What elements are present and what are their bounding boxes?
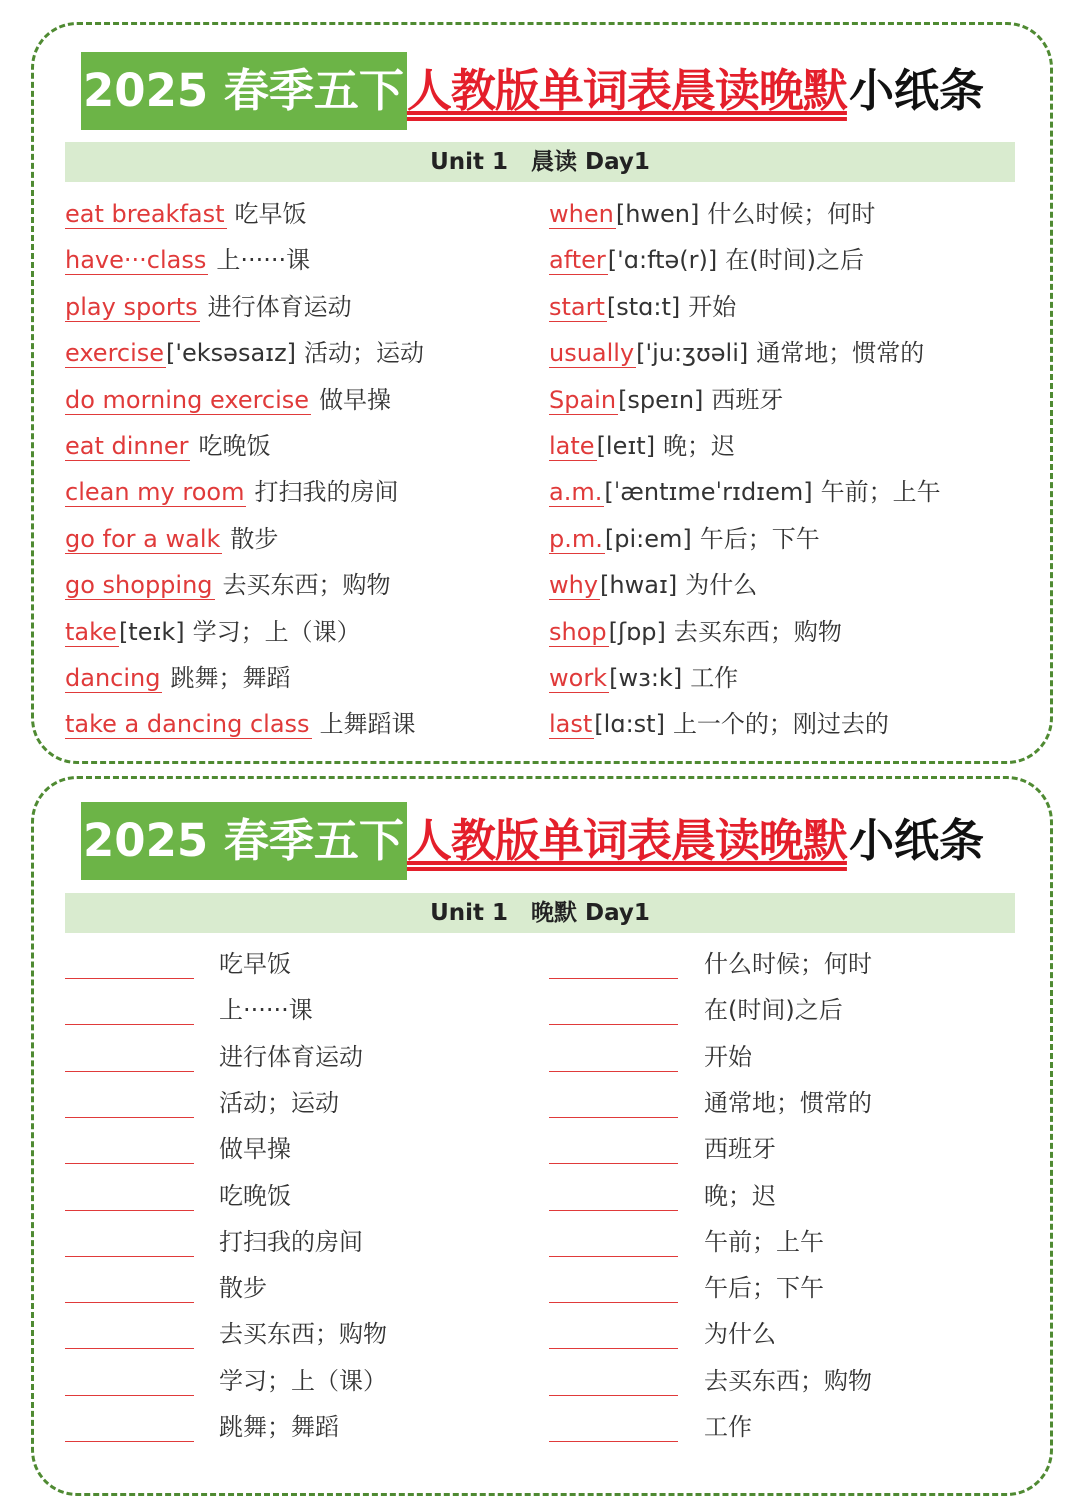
dictation-blank bbox=[65, 1302, 194, 1303]
vocab-row bbox=[549, 382, 783, 418]
dictation-blank bbox=[65, 1071, 194, 1072]
vocab-row bbox=[549, 196, 875, 232]
vocab-meaning: 学习；上（课） bbox=[192, 617, 361, 646]
vocab-phonetic: [teɪk] bbox=[118, 617, 185, 646]
vocab-phonetic: [stɑ:t] bbox=[606, 292, 681, 321]
vocab-meaning: 工作 bbox=[690, 664, 739, 692]
dictation-meaning: 什么时候；何时 bbox=[704, 950, 872, 978]
vocab-row bbox=[549, 614, 842, 650]
vocab-word: go for a walk bbox=[65, 524, 221, 553]
vocab-row bbox=[549, 706, 889, 742]
vocab-meaning: 午前；上午 bbox=[820, 478, 941, 507]
vocab-word: a.m. bbox=[549, 478, 603, 507]
morning-unit-header: Unit 1 晨读 Day1 bbox=[65, 142, 1015, 182]
vocab-meaning: 打扫我的房间 bbox=[254, 478, 399, 507]
dictation-blank bbox=[549, 1395, 678, 1396]
dictation-meaning: 活动；运动 bbox=[219, 1088, 339, 1117]
vocab-row bbox=[65, 335, 424, 371]
vocab-meaning: 做早操 bbox=[319, 385, 392, 414]
title-suffix: 小纸条 bbox=[848, 814, 984, 867]
evening-unit-header: Unit 1 晚默 Day1 bbox=[65, 893, 1015, 933]
dictation-meaning: 散步 bbox=[219, 1274, 267, 1303]
vocab-phonetic: [leɪt] bbox=[596, 432, 656, 460]
dictation-meaning: 工作 bbox=[704, 1413, 752, 1441]
dictation-blank bbox=[65, 978, 194, 979]
dictation-blank bbox=[549, 1441, 678, 1442]
dictation-blank bbox=[549, 1071, 678, 1072]
vocab-meaning: 在(时间)之后 bbox=[725, 246, 864, 275]
vocab-row bbox=[65, 706, 416, 742]
vocab-row bbox=[549, 567, 757, 603]
vocab-meaning: 去买东西；购物 bbox=[222, 571, 391, 600]
dictation-meaning: 为什么 bbox=[704, 1320, 776, 1349]
vocab-meaning: 西班牙 bbox=[711, 385, 784, 414]
vocab-phonetic: [hwaɪ] bbox=[600, 571, 678, 600]
vocab-word: Spain bbox=[549, 385, 617, 414]
dictation-blank bbox=[549, 1117, 678, 1118]
vocab-meaning: 活动；运动 bbox=[304, 339, 425, 368]
vocab-meaning: 为什么 bbox=[685, 571, 758, 600]
dictation-blank bbox=[65, 1256, 194, 1257]
vocab-phonetic: [wɜ:k] bbox=[609, 664, 683, 692]
vocab-meaning: 跳舞；舞蹈 bbox=[170, 664, 291, 692]
title-year-grade: 2025 春季五下 bbox=[81, 52, 407, 130]
vocab-row bbox=[65, 242, 310, 278]
vocab-phonetic: ['eksəsaɪz] bbox=[166, 339, 297, 368]
vocab-meaning: 去买东西；购物 bbox=[673, 617, 842, 646]
vocab-meaning: 上一个的；刚过去的 bbox=[672, 710, 889, 739]
vocab-row bbox=[65, 382, 391, 418]
vocab-phonetic: [lɑ:st] bbox=[594, 710, 665, 739]
vocab-phonetic: [ʃɒp] bbox=[608, 617, 666, 646]
vocab-word: go shopping bbox=[65, 571, 213, 600]
dictation-blank bbox=[549, 1210, 678, 1211]
dictation-blank bbox=[65, 1441, 194, 1442]
vocab-word: late bbox=[549, 432, 595, 460]
vocab-word: why bbox=[549, 571, 599, 600]
dictation-blank bbox=[549, 1256, 678, 1257]
dictation-blank bbox=[65, 1348, 194, 1349]
vocab-row bbox=[65, 196, 307, 232]
vocab-row bbox=[65, 567, 391, 603]
vocab-row bbox=[549, 428, 735, 464]
dictation-meaning: 去买东西；购物 bbox=[704, 1366, 872, 1395]
vocab-meaning: 散步 bbox=[230, 524, 279, 553]
dictation-meaning: 上······课 bbox=[219, 996, 313, 1025]
vocab-word: dancing bbox=[65, 664, 161, 692]
vocab-word: do morning exercise bbox=[65, 385, 310, 414]
dictation-blank bbox=[65, 1395, 194, 1396]
dictation-meaning: 吃早饭 bbox=[219, 950, 291, 978]
title-year-grade: 2025 春季五下 bbox=[81, 802, 407, 880]
vocab-word: take bbox=[65, 617, 117, 646]
dictation-blank bbox=[549, 1348, 678, 1349]
dictation-meaning: 开始 bbox=[704, 1042, 752, 1071]
vocab-word: start bbox=[549, 292, 605, 321]
vocab-meaning: 上舞蹈课 bbox=[319, 710, 416, 739]
vocab-row bbox=[65, 289, 352, 325]
dictation-meaning: 做早操 bbox=[219, 1135, 291, 1164]
vocab-word: last bbox=[549, 710, 593, 739]
dictation-blank bbox=[549, 978, 678, 979]
vocab-word: take a dancing class bbox=[65, 710, 310, 739]
vocab-row bbox=[65, 660, 290, 696]
evening-card bbox=[31, 776, 1053, 1496]
dictation-meaning: 吃晚饭 bbox=[219, 1181, 291, 1210]
vocab-row bbox=[549, 660, 738, 696]
vocab-word: shop bbox=[549, 617, 607, 646]
vocab-meaning: 午后；下午 bbox=[699, 524, 820, 553]
dictation-meaning: 午后；下午 bbox=[704, 1274, 824, 1303]
vocab-phonetic: ['ɑ:ftə(r)] bbox=[607, 246, 718, 275]
page-title bbox=[81, 52, 984, 130]
vocab-word: p.m. bbox=[549, 524, 603, 553]
dictation-meaning: 跳舞；舞蹈 bbox=[219, 1413, 339, 1441]
vocab-meaning: 晚；迟 bbox=[663, 432, 736, 460]
vocab-meaning: 什么时候；何时 bbox=[707, 200, 876, 228]
vocab-meaning: 通常地；惯常的 bbox=[756, 339, 925, 368]
vocab-meaning: 吃晚饭 bbox=[198, 432, 271, 460]
dictation-meaning: 进行体育运动 bbox=[219, 1042, 363, 1071]
dictation-meaning: 打扫我的房间 bbox=[219, 1227, 363, 1256]
vocab-phonetic: ['ju:ʒʊəli] bbox=[636, 339, 749, 368]
vocab-phonetic: [ˈæntɪmeˈrɪdɪem] bbox=[604, 478, 813, 507]
vocab-row bbox=[65, 521, 278, 557]
vocab-word: have···class bbox=[65, 246, 207, 275]
vocab-word: exercise bbox=[65, 339, 165, 368]
vocab-word: after bbox=[549, 246, 606, 275]
vocab-row bbox=[549, 335, 924, 371]
dictation-meaning: 在(时间)之后 bbox=[704, 996, 843, 1025]
dictation-meaning: 学习；上（课） bbox=[219, 1366, 387, 1395]
title-main: 人教版单词表晨读晚默 bbox=[406, 64, 847, 117]
dictation-meaning: 午前；上午 bbox=[704, 1227, 824, 1256]
title-main: 人教版单词表晨读晚默 bbox=[406, 814, 847, 867]
vocab-phonetic: [pi:em] bbox=[604, 524, 692, 553]
vocab-meaning: 开始 bbox=[688, 292, 737, 321]
dictation-blank bbox=[549, 1302, 678, 1303]
vocab-meaning: 吃早饭 bbox=[234, 200, 307, 228]
dictation-meaning: 西班牙 bbox=[704, 1135, 776, 1164]
dictation-blank bbox=[549, 1024, 678, 1025]
vocab-word: usually bbox=[549, 339, 635, 368]
dictation-blank bbox=[65, 1024, 194, 1025]
vocab-word: eat breakfast bbox=[65, 200, 225, 228]
vocab-word: work bbox=[549, 664, 608, 692]
page-title-repeat bbox=[81, 802, 984, 880]
vocab-word: eat dinner bbox=[65, 432, 189, 460]
vocab-row bbox=[549, 289, 736, 325]
dictation-meaning: 去买东西；购物 bbox=[219, 1320, 387, 1349]
vocab-word: play sports bbox=[65, 292, 198, 321]
dictation-blank bbox=[549, 1163, 678, 1164]
vocab-row bbox=[549, 521, 820, 557]
vocab-word: when bbox=[549, 200, 614, 228]
vocab-row bbox=[549, 242, 864, 278]
vocab-meaning: 上······课 bbox=[216, 246, 311, 275]
vocab-meaning: 进行体育运动 bbox=[207, 292, 352, 321]
vocab-row bbox=[65, 428, 270, 464]
vocab-row bbox=[65, 474, 398, 510]
vocab-phonetic: [hwen] bbox=[615, 200, 700, 228]
dictation-meaning: 通常地；惯常的 bbox=[704, 1088, 872, 1117]
vocab-word: clean my room bbox=[65, 478, 245, 507]
dictation-blank bbox=[65, 1117, 194, 1118]
dictation-blank bbox=[65, 1210, 194, 1211]
vocab-row bbox=[65, 614, 361, 650]
dictation-meaning: 晚；迟 bbox=[704, 1181, 776, 1210]
dictation-blank bbox=[65, 1163, 194, 1164]
vocab-row bbox=[549, 474, 941, 510]
title-suffix: 小纸条 bbox=[848, 64, 984, 117]
vocab-phonetic: [speɪn] bbox=[618, 385, 704, 414]
